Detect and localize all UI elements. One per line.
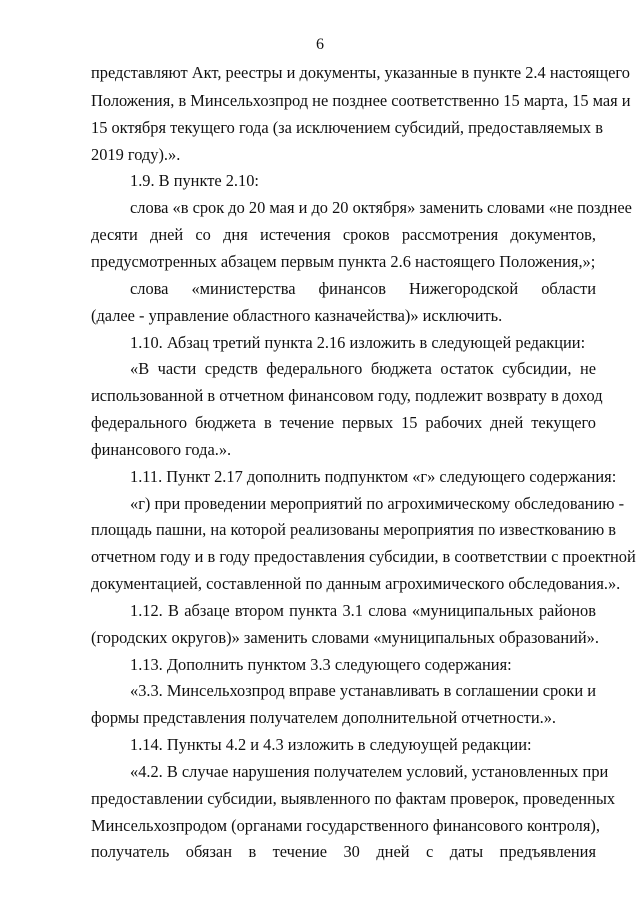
- text-line: Положения, в Минсельхозпрод не позднее соответственно 15 марта, 15 мая и: [91, 91, 631, 110]
- text-line: «4.2. В случае нарушения получателем условий, установленных при: [130, 762, 609, 781]
- text-line: формы представления получателем дополнительной отчетности.».: [91, 708, 556, 727]
- text-line: 1.11. Пункт 2.17 дополнить подпунктом «г» следующего содержания:: [130, 467, 617, 486]
- text-line: (далее - управление областного казначейства)» исключить.: [91, 306, 503, 325]
- text-line: финансового года.».: [91, 440, 232, 459]
- text-line: площадь пашни, на которой реализованы мероприятия по известкованию в: [91, 520, 617, 539]
- text-line: документацией, составленной по данным агрохимического обследования.».: [91, 574, 621, 593]
- text-line: Минсельхозпродом (органами государственного финансового контроля),: [91, 816, 600, 835]
- text-line: получатель обязан в течение 30 дней с даты предъявления: [91, 842, 596, 861]
- text-line: отчетном году и в году предоставления субсидии, в соответствии с проектной: [91, 547, 636, 566]
- text-line: «г) при проведении мероприятий по агрохимическому обследованию -: [130, 494, 625, 513]
- text-line: предусмотренных абзацем первым пункта 2.6 настоящего Положения,»;: [91, 252, 596, 271]
- text-line: 1.12. В абзаце втором пункта 3.1 слова «муниципальных районов: [130, 601, 596, 620]
- text-line: «В части средств федерального бюджета остаток субсидии, не: [130, 359, 596, 378]
- text-line: 2019 году).».: [91, 145, 181, 164]
- text-line: предоставлении субсидии, выявленного по фактам проверок, проведенных: [91, 789, 616, 808]
- text-line: десяти дней со дня истечения сроков рассмотрения документов,: [91, 225, 596, 244]
- text-line: (городских округов)» заменить словами «муниципальных образований».: [91, 628, 599, 647]
- text-line: представляют Акт, реестры и документы, указанные в пункте 2.4 настоящего: [91, 63, 630, 82]
- text-line: 1.14. Пункты 4.2 и 4.3 изложить в следуюущей редакции:: [130, 735, 532, 754]
- text-line: 1.10. Абзац третий пункта 2.16 изложить в следующей редакции:: [130, 333, 586, 352]
- text-line: слова «министерства финансов Нижегородской области: [130, 279, 596, 298]
- text-line: использованной в отчетном финансовом году, подлежит возврату в доход: [91, 386, 603, 405]
- text-line: слова «в срок до 20 мая и до 20 октября» заменить словами «не позднее: [130, 198, 632, 217]
- page-number: 6: [316, 36, 324, 53]
- text-line: 1.13. Дополнить пунктом 3.3 следующего содержания:: [130, 655, 512, 674]
- text-line: 15 октября текущего года (за исключением субсидий, предоставляемых в: [91, 118, 603, 137]
- text-line: 1.9. В пункте 2.10:: [130, 171, 259, 190]
- text-line: федерального бюджета в течение первых 15 рабочих дней текущего: [91, 413, 596, 432]
- text-line: «3.3. Минсельхозпрод вправе устанавливать в соглашении сроки и: [130, 681, 596, 700]
